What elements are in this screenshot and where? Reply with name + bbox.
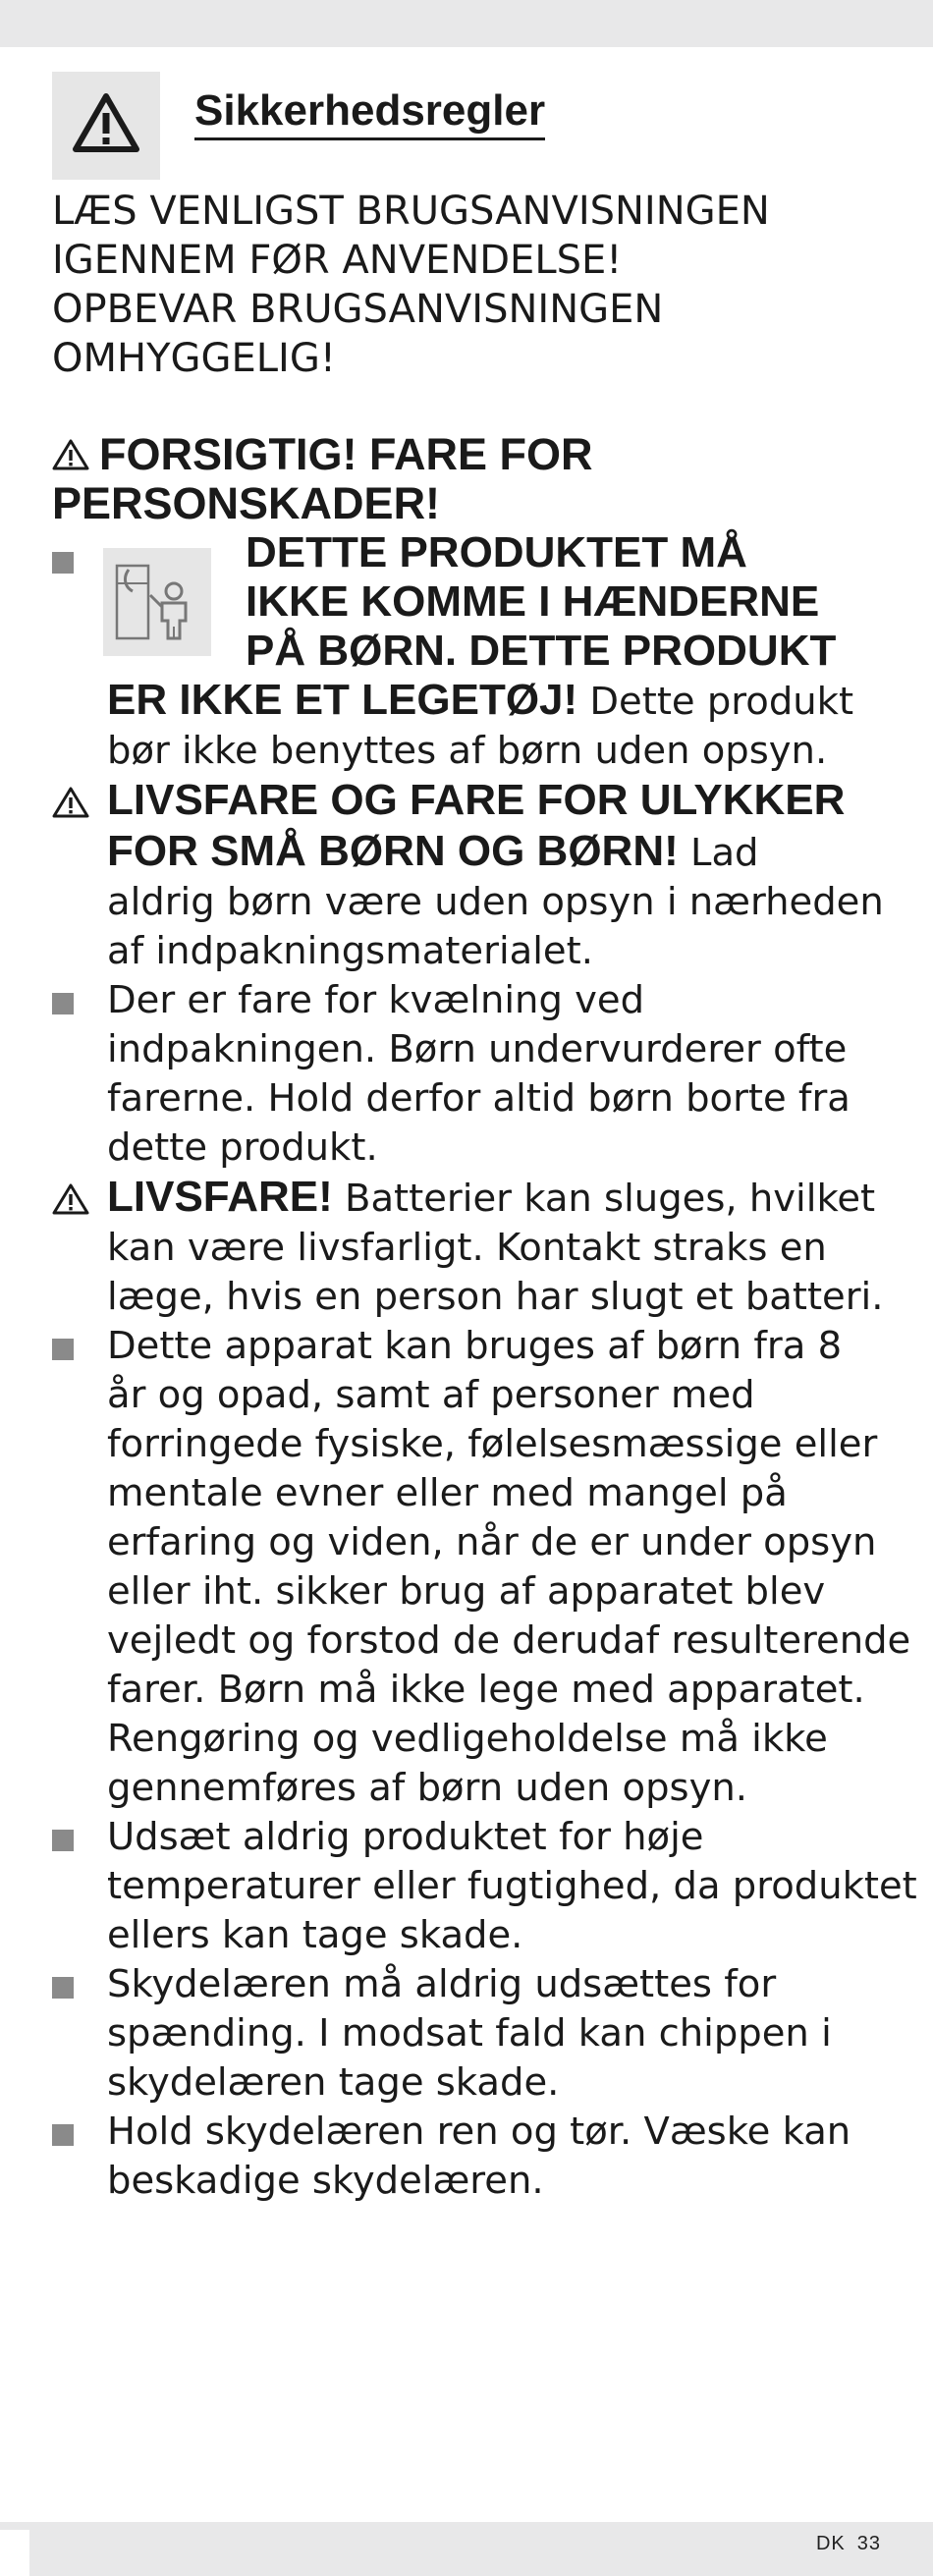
bold-line: IKKE KOMME I HÆNDERNE (246, 577, 820, 626)
warning-heading-line2: PERSONSKADER! (52, 478, 441, 528)
body-text: temperaturer eller fugtighed, da produktet (107, 1864, 917, 1908)
intro-notice (52, 187, 897, 383)
body-text: skydelæren tage skade. (107, 2060, 560, 2105)
bold-text: ER IKKE ET LEGETØJ! (107, 676, 578, 724)
body-text: indpakningen. Børn undervurderer ofte (107, 1027, 848, 1071)
list-item (52, 1813, 917, 1960)
body-text: spænding. I modsat fald kan chippen i (107, 2011, 832, 2055)
body-text: Hold skydelæren ren og tør. Væske kan (107, 2110, 851, 2154)
body-text: gennemføres af børn uden opsyn. (107, 1766, 747, 1810)
body-text: eller iht. sikker brug af apparatet blev (107, 1569, 826, 1614)
warning-triangle-icon (52, 786, 89, 819)
body-text: Dette apparat kan bruges af børn fra 8 (107, 1324, 843, 1368)
body-text: vejledt og forstod de derudaf resulterende (107, 1618, 911, 1663)
page-title: Sikkerhedsregler (194, 86, 545, 140)
bullet-marker (52, 2124, 74, 2146)
bullet-marker (52, 993, 74, 1014)
warning-heading-line1: FORSIGTIG! FARE FOR (99, 429, 593, 479)
warning-icon-box (52, 72, 160, 180)
body-text: mentale evner eller med mangel på (107, 1471, 788, 1515)
bottom-bar-notch (0, 2530, 29, 2576)
intro-line: IGENNEM FØR ANVENDELSE! (52, 238, 623, 283)
bold-text: FOR SMÅ BØRN OG BØRN! (107, 827, 679, 875)
page-number: 33 (856, 2533, 881, 2554)
page-footer (816, 2524, 881, 2563)
body-text: af indpakningsmaterialet. (107, 929, 593, 973)
bold-line: DETTE PRODUKTET MÅ (246, 528, 747, 576)
body-text: ellers kan tage skade. (107, 1913, 523, 1957)
body-text: erfaring og viden, når de er under opsyn (107, 1520, 877, 1564)
body-text: forringede fysiske, følelsesmæssige eller (107, 1422, 878, 1466)
bold-text: LIVSFARE OG FARE FOR ULYKKER (107, 776, 846, 824)
bottom-bar (0, 2522, 933, 2576)
warning-triangle-icon (72, 91, 140, 154)
body-text: Skydelæren må aldrig udsættes for (107, 1962, 777, 2006)
body-text: Der er fare for kvælning ved (107, 978, 645, 1022)
body-text: Rengøring og vedligeholdelse må ikke (107, 1717, 828, 1761)
intro-line: OMHYGGELIG! (52, 336, 336, 381)
bullet-marker (52, 552, 74, 574)
intro-line: LÆS VENLIGST BRUGSANVISNINGEN (52, 189, 770, 234)
body-text: beskadige skydelæren. (107, 2159, 544, 2203)
bullet-marker (52, 1977, 74, 1999)
body-text: Dette produkt (577, 680, 854, 724)
child-safety-icon (103, 548, 211, 656)
list-item (52, 2108, 906, 2206)
list-item (52, 528, 906, 776)
bullet-marker (52, 1339, 74, 1360)
body-text: farerne. Hold derfor altid børn borte fra (107, 1076, 851, 1121)
body-text: kan være livsfarligt. Kontakt straks en (107, 1226, 827, 1270)
list-item (52, 776, 906, 976)
warning-triangle-icon (52, 1182, 89, 1216)
bold-line: PÅ BØRN. DETTE PRODUKT (246, 627, 837, 675)
top-bar (0, 0, 933, 47)
list-item (52, 1960, 906, 2108)
body-text: aldrig børn være uden opsyn i nærheden (107, 880, 884, 924)
body-text: bør ikke benyttes af børn uden opsyn. (107, 729, 828, 773)
body-text: år og opad, samt af personer med (107, 1373, 755, 1417)
body-text: Udsæt aldrig produktet for høje (107, 1815, 704, 1859)
list-item (52, 1322, 911, 1813)
safety-list (52, 528, 917, 2206)
child-warning-bold (246, 528, 836, 676)
language-code: DK (815, 2533, 846, 2554)
list-item (52, 1173, 906, 1322)
bullet-marker (52, 1830, 74, 1851)
body-text: dette produkt. (107, 1125, 378, 1170)
list-item (52, 976, 906, 1173)
body-text: Lad (678, 831, 759, 875)
bold-text: LIVSFARE! (107, 1173, 333, 1221)
warning-heading (52, 430, 897, 528)
body-text: Batterier kan sluges, hvilket (332, 1177, 876, 1221)
intro-line: OPBEVAR BRUGSANVISNINGEN (52, 287, 664, 332)
warning-triangle-icon (52, 438, 89, 471)
body-text: farer. Børn må ikke lege med apparatet. (107, 1668, 865, 1712)
body-text: læge, hvis en person har slugt et batteri. (107, 1275, 884, 1319)
